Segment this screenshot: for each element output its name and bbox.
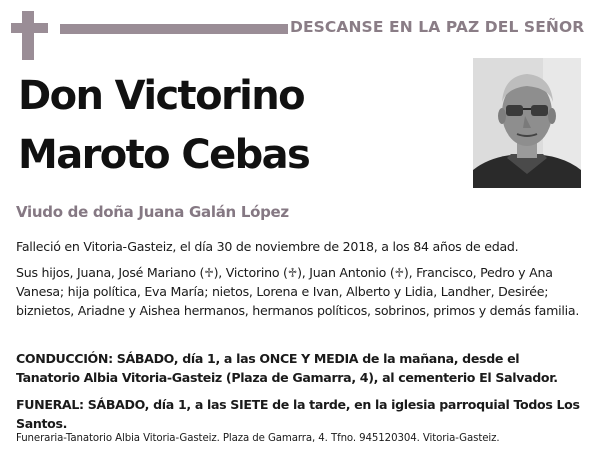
portrait-image <box>473 58 581 188</box>
widow-of-line: Viudo de doña Juana Galán López <box>16 203 289 221</box>
portrait-photo <box>473 58 581 188</box>
cross-icon-horizontal <box>11 23 48 33</box>
header-rule <box>60 24 288 34</box>
header-title: DESCANSE EN LA PAZ DEL SEÑOR <box>290 18 585 36</box>
family-list: Sus hijos, Juana, José Mariano (♱), Victorino (♱), Juan Antonio (♱), Francisco, Pedro y Ana Vanesa; hija política, Eva María; nietos, Lorena e Ivan, Alberto y Lidia, Landher, Desirée; biznietos, Ariadne y Aishea hermanos, hermanos políticos, sobrinos, primos y demás familia. <box>16 265 580 318</box>
procession-details: CONDUCCIÓN: SÁBADO, día 1, a las ONCE Y MEDIA de la mañana, desde el Tanatorio Albia Vitoria-Gasteiz (Plaza de Gamarra, 4), al cementerio El Salvador. <box>16 351 558 385</box>
funeral-home-footer: Funeraria-Tanatorio Albia Vitoria-Gasteiz. Plaza de Gamarra, 4. Tfno. 945120304. Vitoria-Gasteiz. <box>16 433 500 444</box>
funeral-details: FUNERAL: SÁBADO, día 1, a las SIETE de la tarde, en la iglesia parroquial Todos Los Santos. <box>16 397 580 431</box>
deceased-name-line1: Don Victorino <box>18 73 304 119</box>
cross-icon-vertical <box>22 11 34 60</box>
death-notice: Falleció en Vitoria-Gasteiz, el día 30 de noviembre de 2018, a los 84 años de edad. <box>16 239 519 254</box>
deceased-name-line2: Maroto Cebas <box>18 132 310 178</box>
